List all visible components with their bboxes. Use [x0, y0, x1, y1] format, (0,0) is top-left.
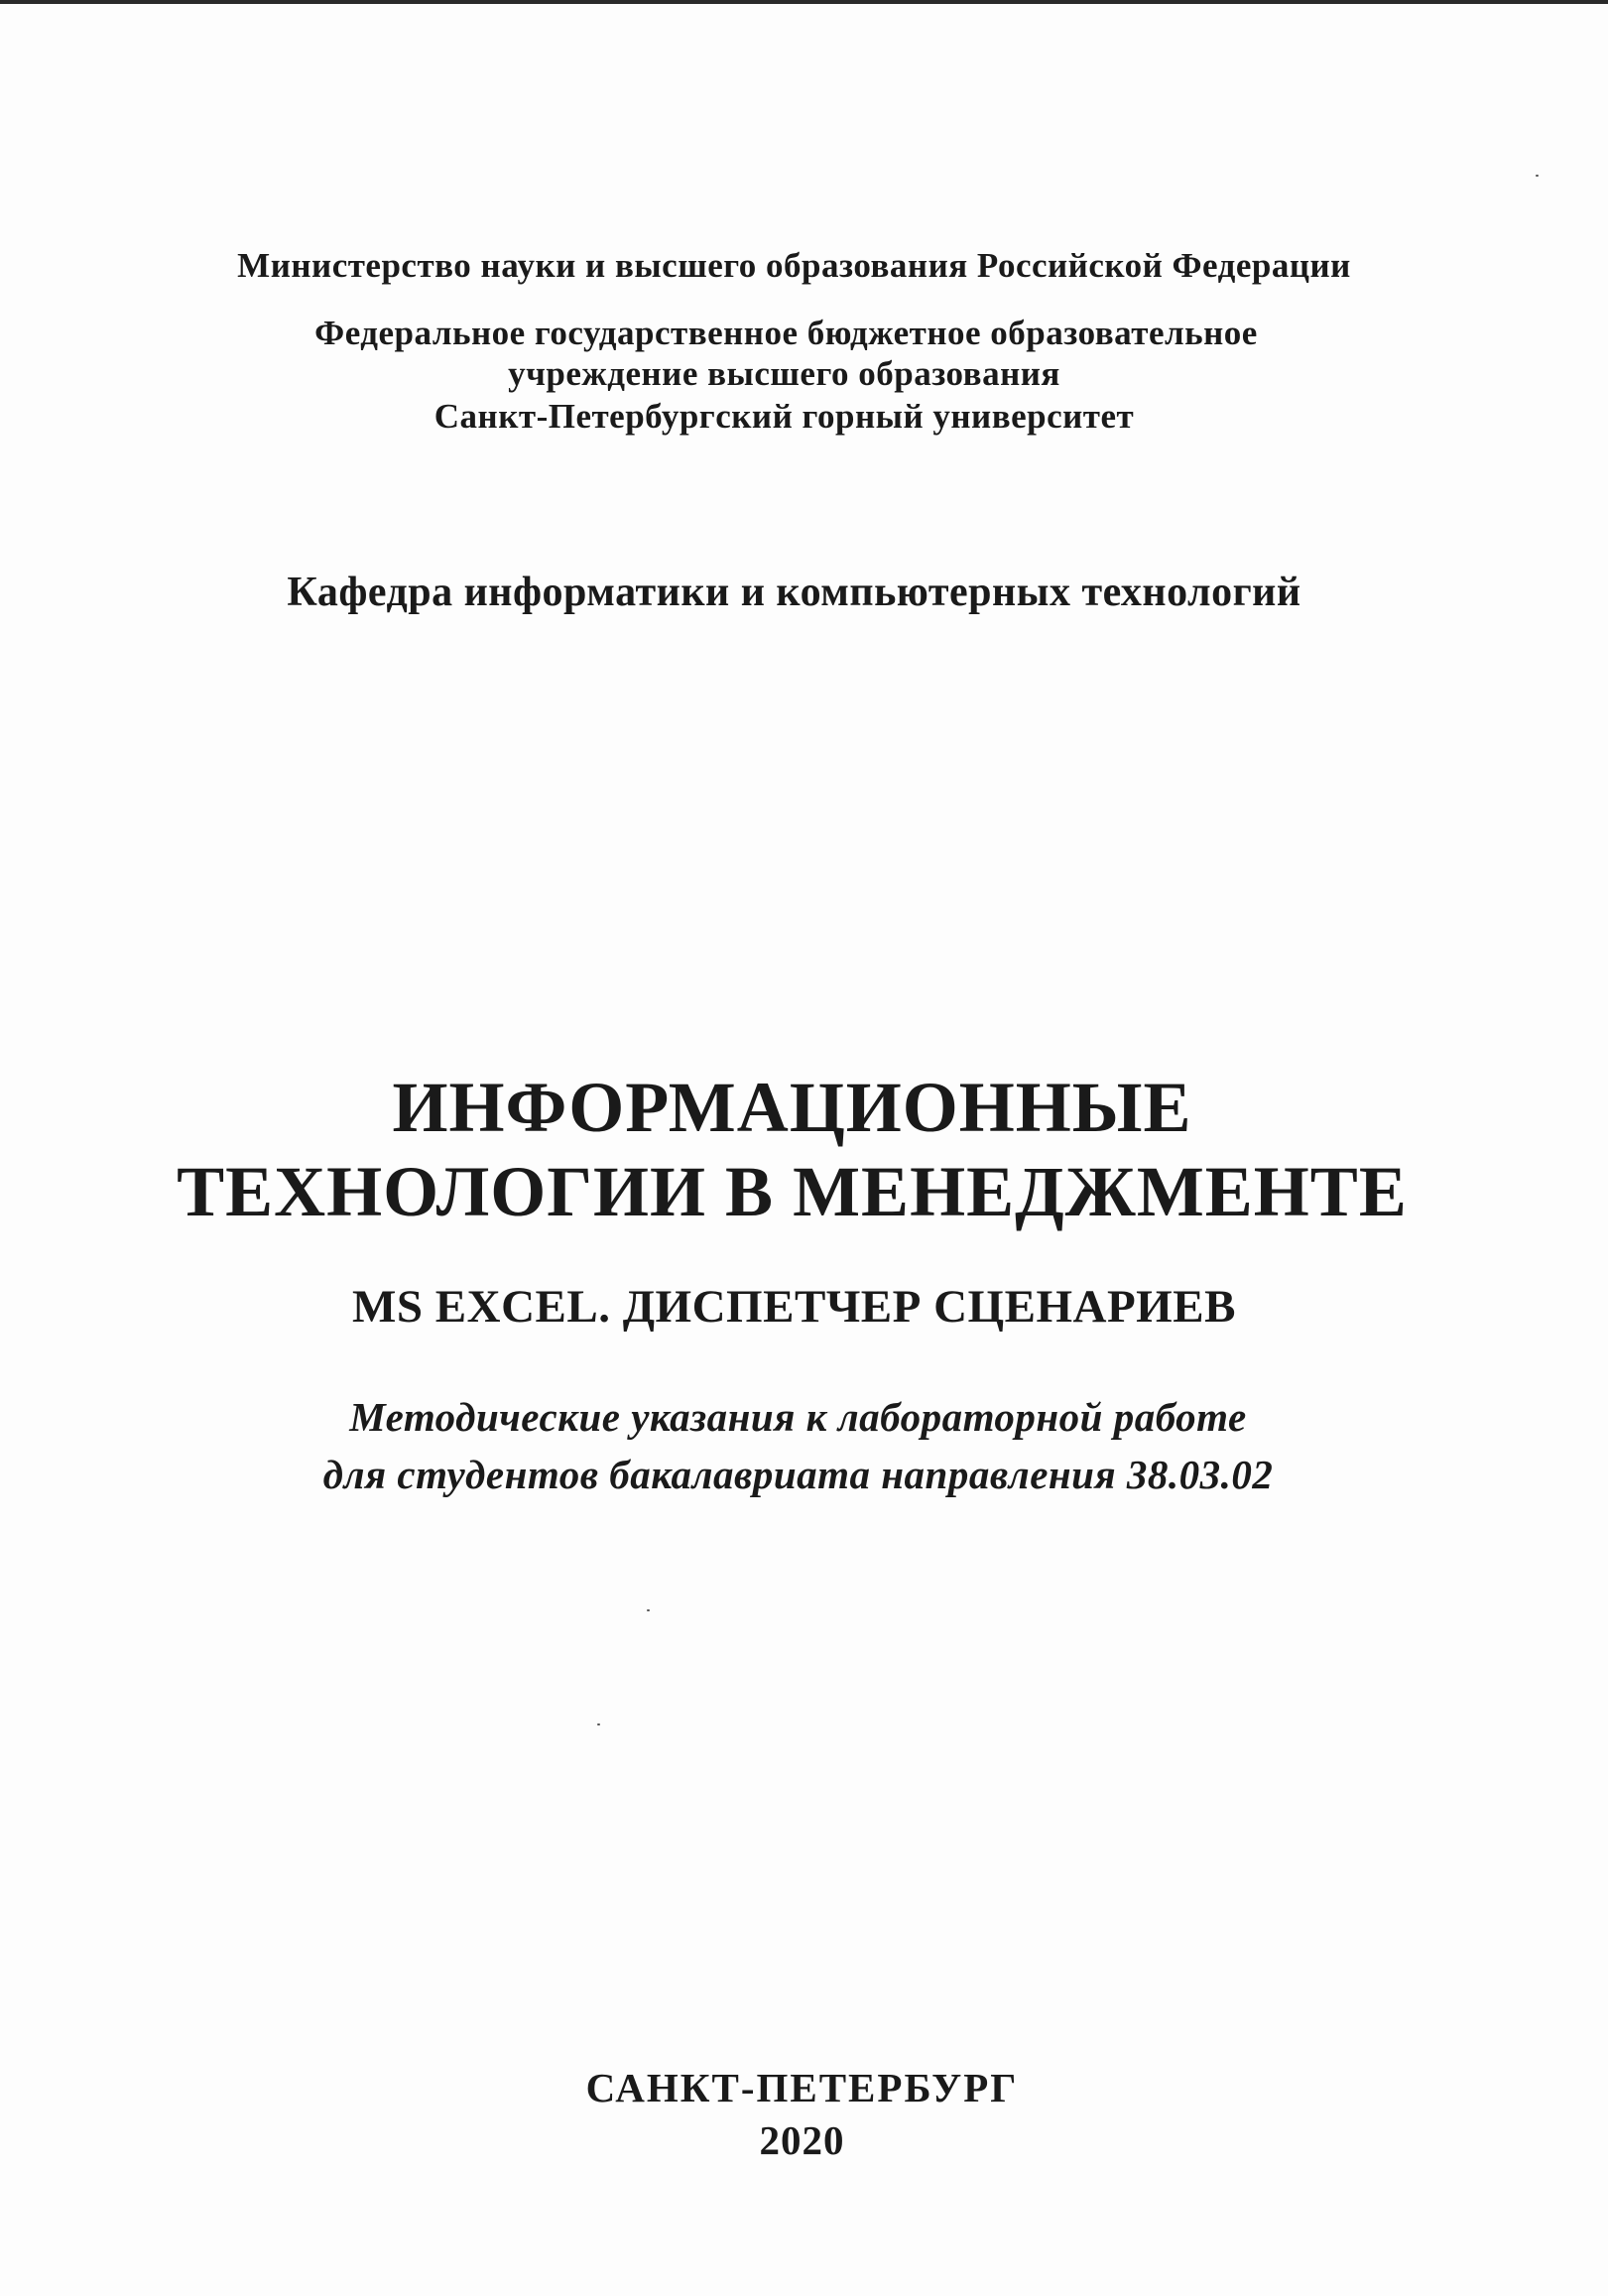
description-line-2: для студентов бакалавриата направления 38.03.02: [322, 1452, 1274, 1497]
scan-edge: [0, 0, 1608, 4]
institution-line-1: Федеральное государственное бюджетное образовательное: [314, 314, 1258, 352]
scan-speck: [1536, 175, 1539, 177]
document-title-line-2: ТЕХНОЛОГИИ В МЕНЕДЖМЕНТЕ: [177, 1152, 1408, 1231]
ministry-line: Министерство науки и высшего образования Российской Федерации: [237, 246, 1351, 285]
department-line: Кафедра информатики и компьютерных технологий: [287, 570, 1301, 615]
scan-speck: [647, 1609, 650, 1611]
institution-line-3: Санкт-Петербургский горный университет: [433, 397, 1135, 436]
publication-year: 2020: [759, 2117, 845, 2163]
scan-speck: [597, 1723, 600, 1725]
publication-city: САНКТ-ПЕТЕРБУРГ: [585, 2065, 1019, 2110]
institution-line-2: учреждение высшего образования: [508, 354, 1060, 393]
document-title-line-1: ИНФОРМАЦИОННЫЕ: [392, 1068, 1192, 1147]
description-line-1: Методические указания к лабораторной работе: [349, 1394, 1247, 1440]
document-subtitle: MS EXCEL. ДИСПЕТЧЕР СЦЕНАРИЕВ: [352, 1281, 1236, 1333]
